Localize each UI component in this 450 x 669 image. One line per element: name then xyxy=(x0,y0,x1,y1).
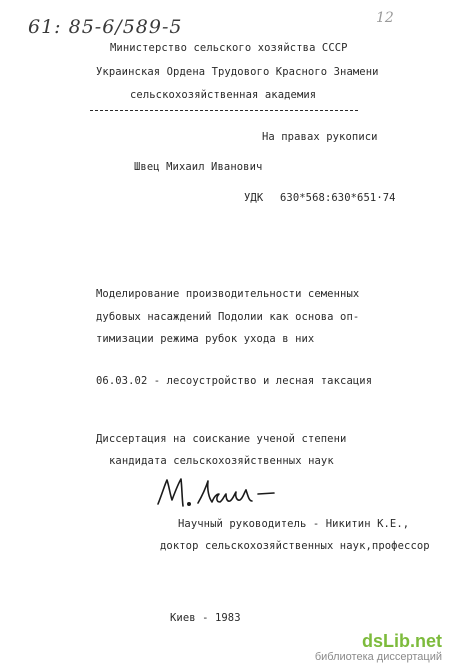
udc-code: 630*568:630*651·74 xyxy=(280,192,396,204)
degree-line2: кандидата сельскохозяйственных наук xyxy=(109,455,334,467)
supervisor-line1: Научный руководитель - Никитин К.Е., xyxy=(178,518,410,530)
watermark-subtitle: библиотека диссертаций xyxy=(314,651,442,663)
academy-name-line2: сельскохозяйственная академия xyxy=(130,89,317,101)
archive-shelf-mark: 61: 85-6/589-5 xyxy=(28,16,183,38)
author-name: Швец Михаил Иванович xyxy=(134,161,263,173)
author-signature xyxy=(150,470,280,516)
archive-corner-mark: 12 xyxy=(376,10,394,26)
supervisor-line2: доктор сельскохозяйственных наук,профессор xyxy=(160,540,430,552)
degree-line1: Диссертация на соискание ученой степени xyxy=(96,433,347,445)
title-line2: дубовых насаждений Подолии как основа оп- xyxy=(96,311,360,323)
header-divider xyxy=(90,110,358,111)
udc-label: УДК xyxy=(244,192,264,204)
manuscript-note: На правах рукописи xyxy=(262,131,378,143)
place-year: Киев - 1983 xyxy=(170,612,241,624)
dslib-watermark[interactable] xyxy=(315,631,442,663)
specialty: 06.03.02 - лесоустройство и лесная таксация xyxy=(96,375,373,387)
academy-name-line1: Украинская Ордена Трудового Красного Знамени xyxy=(96,66,379,78)
title-line3: тимизации режима рубок ухода в них xyxy=(96,333,315,345)
watermark-brand[interactable]: dsLib.net xyxy=(362,631,442,651)
ministry-name: Министерство сельского хозяйства СССР xyxy=(110,42,348,54)
title-line1: Моделирование производительности семенных xyxy=(96,288,360,300)
